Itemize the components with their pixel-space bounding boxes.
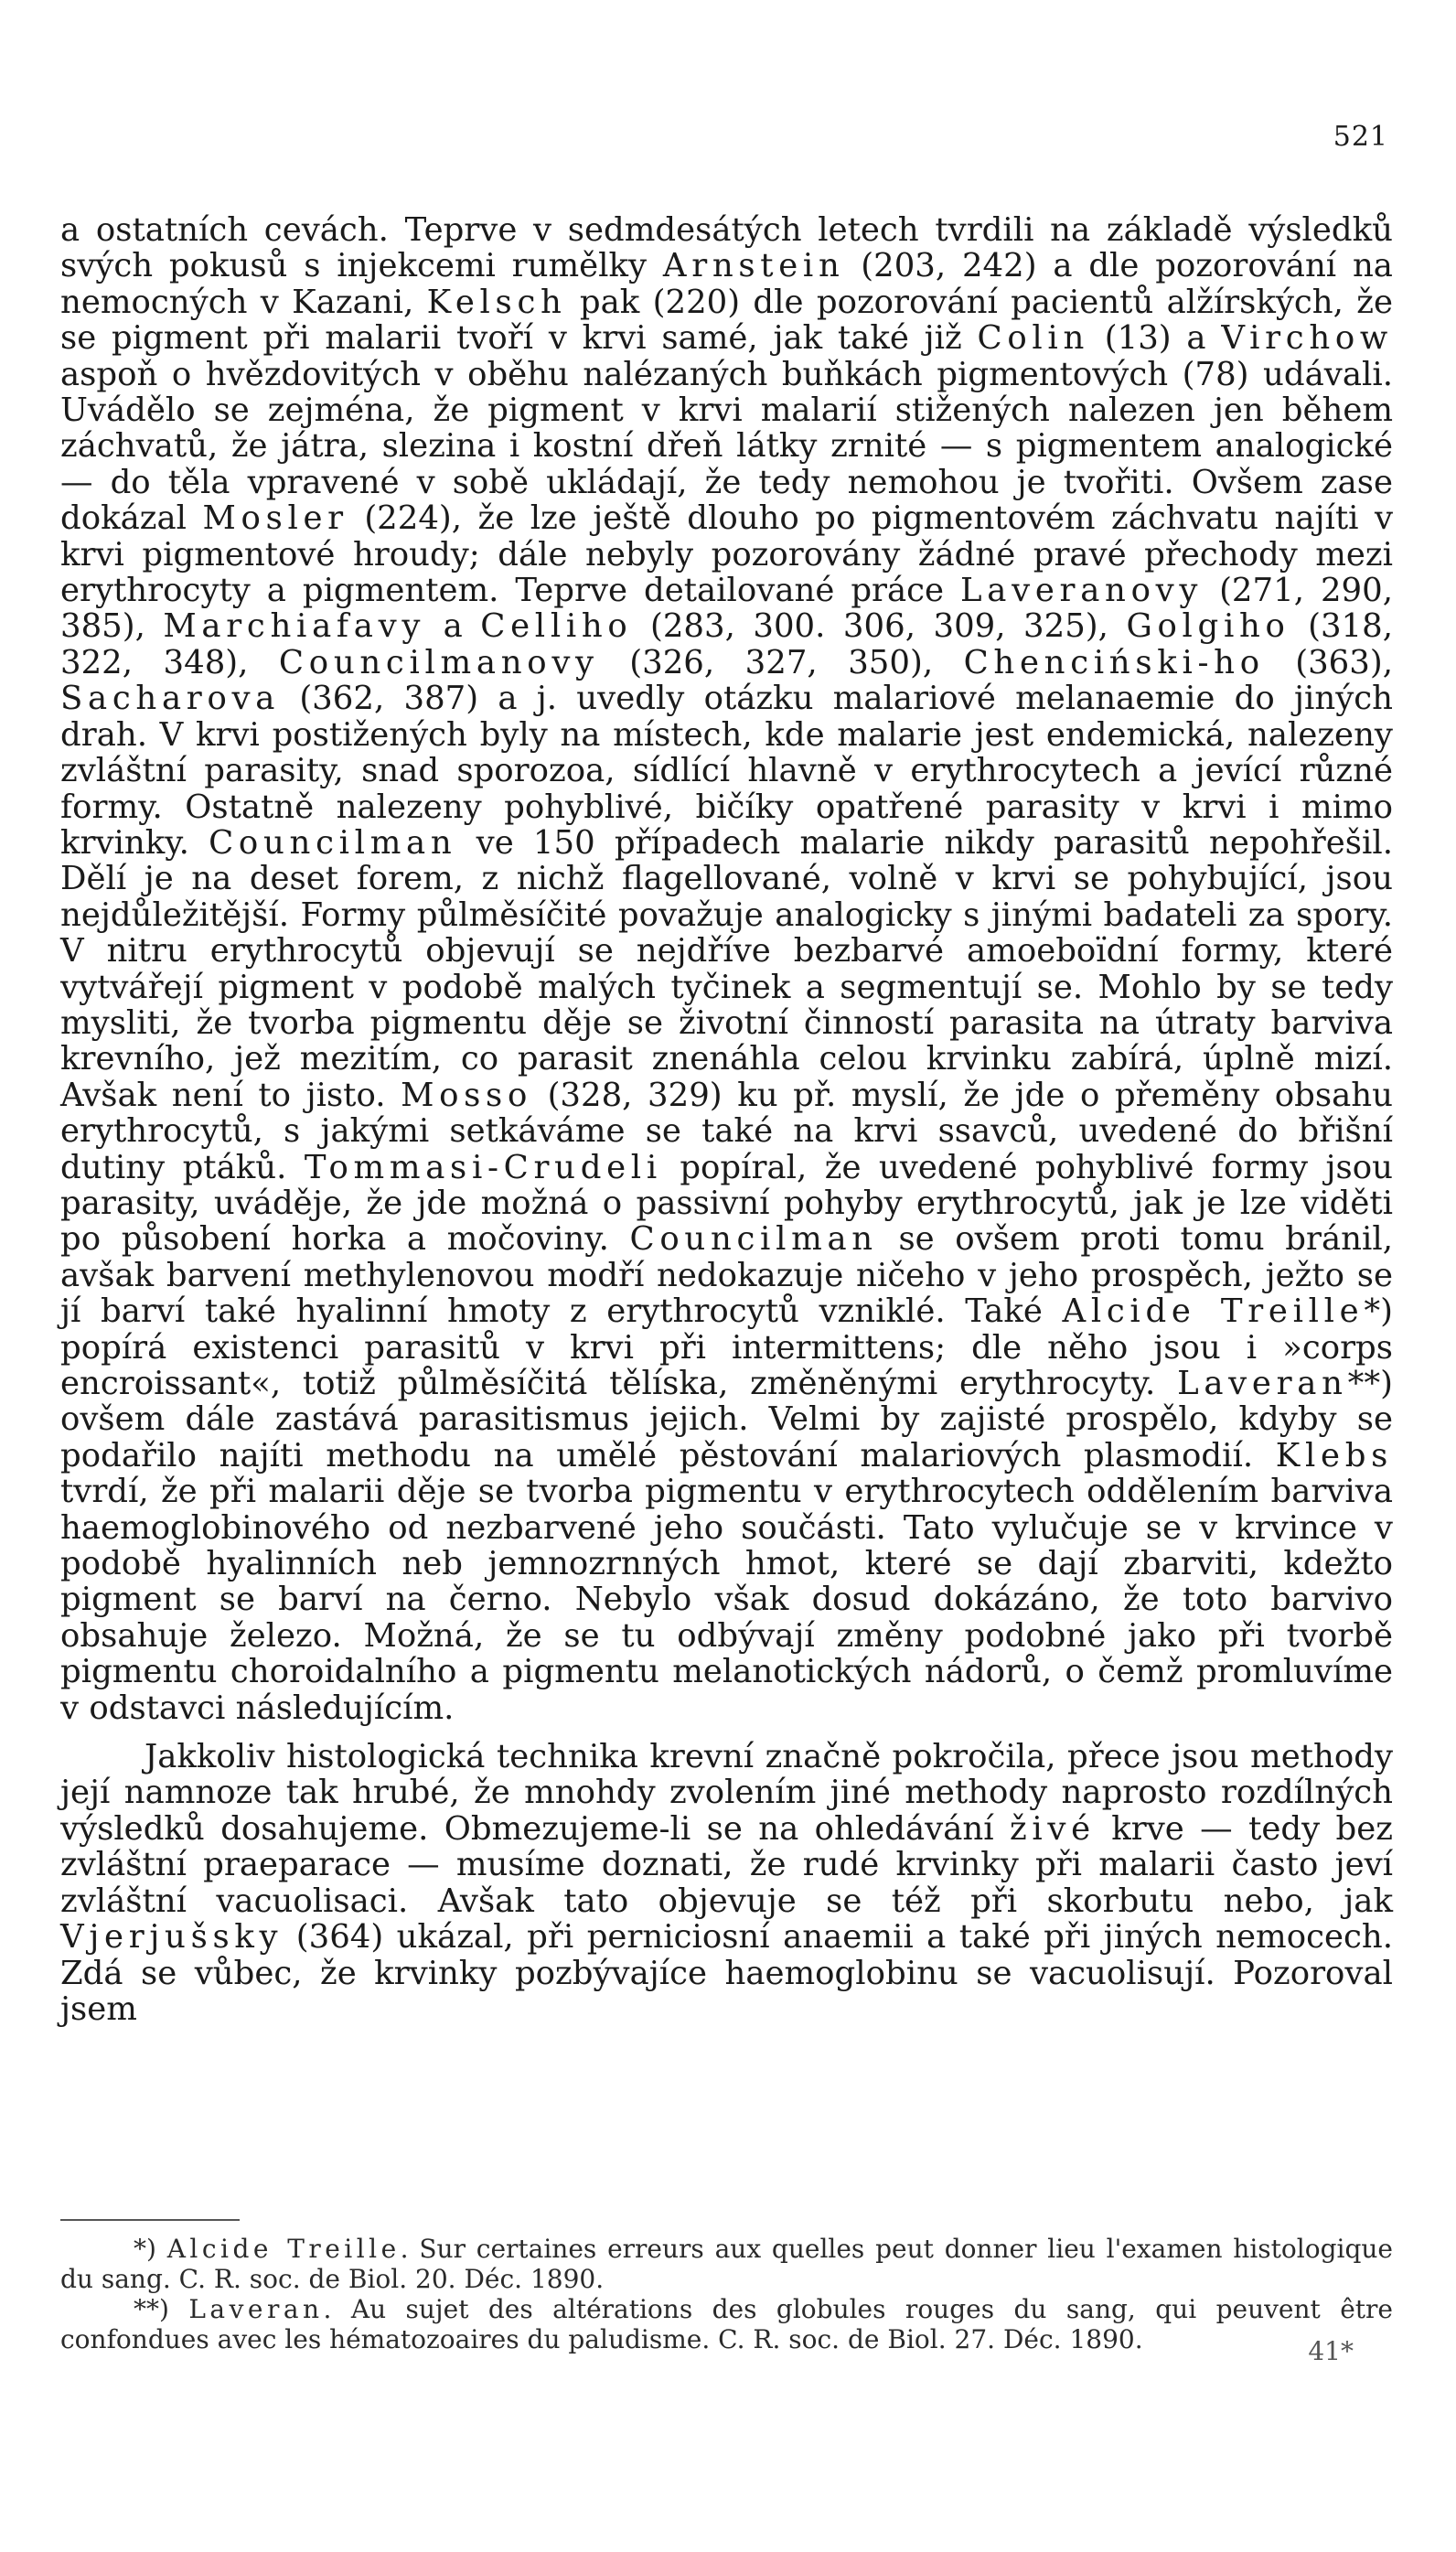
spaced-name: Laveranovy [960, 572, 1204, 610]
spaced-name: Alcide Treille [166, 2234, 401, 2264]
text-run: (283, 300. 306, 309, 325), [632, 607, 1127, 646]
text-run: a [425, 607, 481, 646]
text-run: (271, 290, 385), [60, 572, 1393, 646]
spaced-name: Colin [977, 319, 1089, 358]
paragraph [60, 212, 1393, 1726]
page-number: 521 [1333, 121, 1388, 153]
text-run: Jakkoliv histologická technika krevní značně pokročila, přece jsou methody její namnoze tak hrubé, že mnohdy zvolením jiné methody naprosto rozdílných výsledků dosahujeme. Obmezujeme-li se na ohledávání [60, 1738, 1393, 1848]
spaced-name: Klebs [1275, 1436, 1393, 1474]
spaced-name: Alcide Treille [1062, 1292, 1365, 1331]
spaced-name: Marchiafavy [163, 607, 426, 646]
spaced-name: Councilman [209, 823, 457, 862]
text-run: *) [134, 2234, 167, 2264]
spaced-name: Tommasi-Crudeli [304, 1148, 662, 1186]
spaced-name: Councilmanovy [278, 643, 599, 681]
text-run: . Au sujet des altérations des globules rouges du sang, qui peuvent être confondues avec les hématozoaires du paludisme. C. R. soc. de Biol. 27. Déc. 1890. [60, 2294, 1393, 2354]
text-run: se ovšem proti tomu bránil, avšak barvení methylenovou modří nedokazuje ničeho v jeho prospěch, ježto se jí barví také hyalinní hmoty z erythrocytů vzniklé. Také [60, 1220, 1393, 1331]
text-run: ve 150 případech malarie nikdy parasitů nepohřešil. Dělí je na deset forem, z nichž flagellované, volně v krvi se pohybující, jsou nejdůležitější. Formy půlměsíčité považuje analogicky s jinými badateli za spory. V nitru erythrocytů objevují se nejdříve bezbarvé amoeboïdní formy, které vytvářejí pigment v podobě malých tyčinek a segmentují se. Mohlo by se tedy mysliti, že tvorba pigmentu děje se životní činností parasita na útraty barviva krevního, jež mezitím, co parasit znenáhla celou krvinku zabírá, úplně mizí. Avšak není to jisto. [60, 823, 1393, 1114]
text-run: **) [134, 2294, 189, 2324]
text-run: popíral, že uvedené pohyblivé formy jsou parasity, uváděje, že jde možná o passivní pohyby erythrocytů, jak je lze viděti po působení horka a močoviny. [60, 1148, 1394, 1259]
text-run: (364) ukázal, při perniciosní anaemii a také při jiných nemocech. Zdá se vůbec, že krvinky pozbývajíce haemoglobinu se vacuolisují. Pozoroval jsem [60, 1918, 1393, 2028]
spaced-name: Councilman [629, 1220, 878, 1259]
text-run: pak (220) dle pozorování pacientů alžírských, že se pigment při malarii tvoří v krvi samé, jak také již [60, 283, 1394, 358]
text-run: *) popírá existenci parasitů v krvi při intermittens; dle něho jsou i »corps encroissant«, totiž půlměsíčitá tělíska, změněnými erythrocyty. [60, 1292, 1393, 1402]
spaced-name: Mosso [401, 1076, 532, 1114]
text-run: . Sur certaines erreurs aux quelles peut donner lieu l'examen histologique du sang. C. R. soc. de Biol. 20. Déc. 1890. [60, 2234, 1393, 2294]
text-run: (362, 387) a j. uvedly otázku malariové melanaemie do jiných drah. V krvi postižených byly na místech, kde malarie jest endemická, nalezeny zvláštní parasity, snad sporozoa, sídlící hlavně v erythrocytech a jevící různé formy. Ostatně nalezeny pohyblivé, bičíky opatřené parasity v krvi i mimo krvinky. [60, 680, 1393, 862]
spaced-name: Arnstein [662, 247, 845, 285]
paragraph [60, 1739, 1393, 2027]
body-text [60, 212, 1393, 2027]
text-run: (203, 242) a dle pozorování na nemocných v Kazani, [60, 247, 1393, 321]
spaced-name: Vjerjušsky [60, 1918, 284, 1957]
spaced-name: Virchow [1221, 319, 1393, 358]
spaced-name: Sacharova [60, 680, 281, 718]
text-run: (318, 322, 348), [60, 607, 1394, 681]
spaced-name: Kelsch [426, 283, 567, 321]
spaced-name: Laveran [1177, 1365, 1348, 1402]
text-run: (224), že lze ještě dlouho po pigmentovém záchvatu najíti v krvi pigmentové hroudy; dále nebyly pozorovány žádné pravé přechody mezi erythrocyty a pigmentem. Teprve detailované práce [60, 499, 1394, 610]
footnotes [60, 2234, 1393, 2354]
printer-signature: 41* [1308, 2336, 1354, 2366]
spaced-name: Golgiho [1126, 607, 1290, 646]
spaced-name: Celliho [480, 607, 633, 646]
spaced-name: Laveran [188, 2294, 324, 2324]
text-run: (328, 329) ku př. myslí, že jde o přeměny obsahu erythrocytů, s jakými setkáváme se také na krvi ssavců, uvedené do břišní dutiny ptáků. [60, 1076, 1393, 1186]
footnote [60, 2234, 1393, 2294]
text-run: (326, 327, 350), [598, 643, 964, 681]
text-run: **) ovšem dále zastává parasitismus jejich. Velmi by zajisté prospělo, kdyby se podařilo najíti methodu na umělé pěstování malariových plasmodií. [60, 1365, 1393, 1474]
text-run: (13) a [1089, 319, 1222, 358]
text-run: tvrdí, že při malarii děje se tvorba pigmentu v erythrocytech oddělením barviva haemoglobinového od nezbarvené jeho součásti. Tato vylučuje se v krvince v podobě hyalinních neb jemnozrnných hmot, které se dají zbarviti, kdežto pigment se barví na černo. Nebylo však dosud dokázáno, že toto barvivo obsahuje železo. Možná, že se tu odbývají změny podobné jako při tvorbě pigmentu choroidalního a pigmentu melanotických nádorů, o čemž promluvíme v odstavci následujícím. [60, 1473, 1393, 1727]
footnote [60, 2294, 1393, 2354]
text-run: (363), [1264, 643, 1393, 681]
text-run: a ostatních cevách. Teprve v sedmdesátých letech tvrdili na základě výsledků svých pokusů s injekcemi rumělky [60, 211, 1393, 285]
text-run: krve — tedy bez zvláštní praeparace — musíme doznati, že rudé krvinky při malarii často jeví zvláštní vacuolisaci. Avšak tato objevuje se též při skorbutu nebo, jak [60, 1809, 1393, 1920]
spaced-name: živé [1010, 1809, 1096, 1848]
spaced-name: Chenciński-ho [963, 643, 1265, 681]
footnote-rule [60, 2219, 240, 2221]
text-run: aspoň o hvězdovitých v oběhu nalézaných buňkách pigmentových (78) udávali. Uvádělo se zejména, že pigment v krvi malarií stižených nalezen jen během záchvatů, že játra, slezina i kostní dřeň látky zrnité — s pigmentem analogické — do těla vpravené v sobě ukládají, že tedy nemohou je tvořiti. Ovšem zase dokázal [60, 355, 1393, 538]
spaced-name: Mosler [202, 499, 348, 538]
